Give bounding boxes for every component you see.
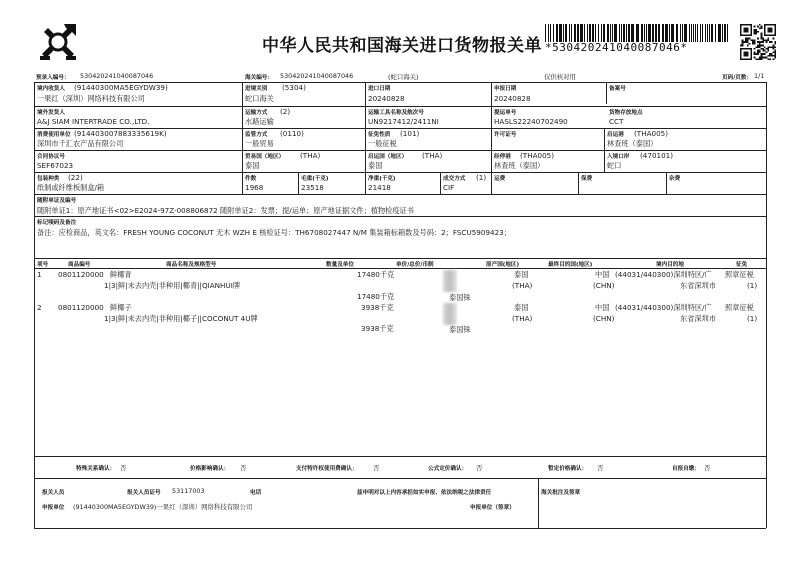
col-exemption: 征免	[736, 262, 748, 268]
deal-mode-code: (1)	[476, 173, 487, 182]
gross: 23518	[301, 183, 324, 192]
phone-label: 电话	[250, 490, 262, 496]
special-relation: 否	[120, 464, 127, 472]
goods-spec: 1|3|鲜|未去内壳|非种用|椰子||COCONUT 4U牌	[104, 314, 258, 323]
goods-no: 2	[37, 303, 42, 312]
unit-seal-label: 申报单位（签章）	[470, 505, 515, 511]
entry-customs-name: 蛇口海关	[245, 94, 274, 103]
transport-mode-label: 运输方式	[245, 110, 268, 116]
storage: CCT	[609, 117, 624, 126]
declare-date-label: 申报日期	[494, 86, 517, 92]
storage-label: 货物存放地点	[609, 110, 643, 116]
goods-currency: 泰国铢	[449, 293, 471, 302]
customs-office: (蛇口海关)	[388, 73, 419, 81]
page-label: 页码/页数：	[722, 75, 753, 81]
goods-origin: 泰国	[514, 270, 529, 279]
transport-mode: 水路运输	[245, 117, 274, 126]
package-code: (22)	[68, 173, 83, 182]
customs-no-label: 海关编号：	[245, 75, 273, 81]
goods-exemption: 照章征税	[725, 303, 754, 312]
goods-domestic-name: 东省深圳市	[680, 281, 716, 290]
goods-code: 0801120000	[58, 303, 104, 312]
tax-nature-label: 征免性质	[368, 132, 391, 138]
transport-mode-code: (2)	[280, 107, 291, 116]
royalty: 否	[373, 464, 380, 472]
port-departure-code: (THA005)	[634, 129, 669, 138]
freight-label: 运费	[494, 176, 506, 182]
tax-nature-code: (101)	[400, 129, 420, 138]
attached-text: 随附单证1：原产地证书<02>E2024-97Z-008806872 随附单证2：发票；提/运单；原产地证据文件；植物检疫证书	[37, 206, 414, 215]
vessel-label: 运输工具名称及航次号	[368, 110, 424, 116]
special-relation-label: 特殊关系确认：	[76, 466, 116, 472]
goods-final-dest-code: (CHN)	[593, 281, 615, 290]
pieces: 1968	[245, 183, 264, 192]
record-no-label: 备案号	[609, 86, 626, 92]
remarks-text: 备注：应检商品，英文名：FRESH YOUNG COCONUT 无木 WZH E 核检证号：TH6708027447 N/M 集装箱标箱数及号码：2；FSCU5909423；	[37, 228, 511, 237]
declarant-id-label: 报关人员证号	[127, 490, 161, 496]
consignee-label: 境内收货人	[37, 86, 65, 92]
consignee-name: 一果红（深圳）网络科技有限公司	[37, 94, 145, 103]
port-departure: 林查班（泰国）	[607, 139, 658, 148]
entry-customs-code: (5304)	[282, 83, 306, 92]
attached-label: 随附单证及编号	[37, 198, 77, 204]
overseas-shipper: A&J SIAM INTERTRADE CO.,LTD.	[37, 117, 150, 126]
user-label: 消费使用单位	[37, 132, 71, 138]
document-title: 中华人民共和国海关进口货物报关单	[262, 36, 542, 56]
goods-domestic-name: 东省深圳市	[680, 314, 716, 323]
goods-origin: 泰国	[514, 303, 529, 312]
page-value: 1/1	[754, 72, 765, 80]
col-code: 商品编号	[68, 262, 91, 268]
price-influence: 否	[240, 464, 247, 472]
contract-label: 合同协议号	[37, 154, 65, 160]
declarant-id: 53117003	[172, 487, 205, 495]
goods-domestic-code: (44031/440300)深圳特区/广	[615, 270, 712, 279]
misc-label: 杂费	[669, 176, 681, 182]
declarant-label: 报关人员	[42, 490, 65, 496]
remarks-label: 标记唛码及备注	[37, 220, 77, 226]
entry-port-code: (470101)	[640, 151, 674, 160]
royalty-label: 支付特许权使用费确认：	[296, 466, 358, 472]
col-no: 项号	[37, 262, 49, 268]
goods-name: 鲜椰青	[110, 270, 132, 279]
trade-country-label: 贸易国（地区）	[245, 154, 285, 160]
barcode-text: *530420241040087046*	[545, 41, 688, 54]
customs-no: 530420241040087046	[280, 72, 354, 80]
origin-country: 泰国	[368, 161, 383, 170]
col-domestic-dest: 境内目的地	[656, 262, 684, 268]
transit-port-label: 经停港	[494, 154, 511, 160]
supervision-code: (0110)	[280, 129, 304, 138]
goods-qty1: 17480千克	[357, 270, 395, 279]
transit-port-code: (THA005)	[520, 151, 555, 160]
overseas-shipper-label: 境外发货人	[37, 110, 65, 116]
trade-country-code: (THA)	[300, 151, 321, 160]
goods-qty1: 3938千克	[361, 303, 394, 312]
col-price: 单价/总价/币制	[396, 262, 434, 268]
origin-country-code: (THA)	[422, 151, 443, 160]
entry-port: 蛇口	[607, 161, 622, 170]
customs-emblem-icon	[36, 20, 80, 64]
verification-note: 仅供核对用	[544, 73, 576, 81]
redacted-price	[443, 303, 457, 325]
contract: SEF67023	[37, 161, 74, 170]
tax-nature: 一般征税	[368, 139, 397, 148]
goods-final-dest-code: (CHN)	[593, 314, 615, 323]
goods-code: 0801120000	[58, 270, 104, 279]
price-influence-label: 价格影响确认：	[190, 466, 230, 472]
goods-domestic-code: (44031/440300)深圳特区/广	[615, 303, 712, 312]
goods-final-dest: 中国	[595, 270, 610, 279]
col-name-spec: 商品名称及规格型号	[166, 262, 217, 268]
vessel: UN9217412/2411NI	[368, 117, 439, 126]
goods-exemption-code: (1)	[747, 281, 758, 290]
import-date: 20240828	[368, 94, 405, 103]
declare-date: 20240828	[494, 94, 531, 103]
deal-mode-label: 成交方式	[443, 176, 466, 182]
import-date-label: 进口日期	[368, 86, 391, 92]
goods-origin-code: (THA)	[512, 314, 533, 323]
goods-final-dest: 中国	[595, 303, 610, 312]
unit-label: 申报单位	[42, 505, 65, 511]
goods-qty2: 17480千克	[357, 292, 395, 301]
goods-spec: 1|3|鲜|未去内壳|非种用|椰青||QIANHUI牌	[104, 281, 241, 290]
origin-country-label: 启运国（地区）	[368, 154, 408, 160]
user-code: (914403007883335619K)	[74, 129, 167, 138]
unit: (91440300MA5EGYDW39)一果红（深圳）网络科技有限公司	[73, 503, 253, 511]
supervision: 一般贸易	[245, 139, 274, 148]
goods-name: 鲜椰子	[110, 303, 132, 312]
package: 纸制或纤维板制盒/箱	[37, 183, 105, 192]
col-qty-unit: 数量及单位	[326, 262, 354, 268]
qr-code-icon	[740, 24, 776, 60]
self-pay: 否	[704, 464, 711, 472]
customs-remarks-label: 海关批注及签章	[541, 490, 581, 496]
insurance-label: 保费	[581, 176, 593, 182]
goods-currency: 泰国铢	[449, 325, 471, 334]
provisional: 否	[597, 464, 604, 472]
pre-entry-no: 530420241040087046	[80, 72, 154, 80]
net: 21418	[368, 183, 391, 192]
net-label: 净重(千克)	[368, 176, 396, 182]
col-final-dest: 最终目的国(地区)	[548, 262, 593, 268]
user-name: 深圳市千汇农产品有限公司	[37, 139, 124, 148]
barcode	[545, 24, 730, 42]
col-origin: 原产国(地区)	[486, 262, 520, 268]
entry-port-label: 入境口岸	[607, 154, 630, 160]
pre-entry-label: 预录入编号：	[36, 75, 70, 81]
goods-no: 1	[37, 270, 42, 279]
consignee-code: (91440300MA5EGYDW39)	[74, 83, 168, 92]
gross-label: 毛重(千克)	[301, 176, 329, 182]
goods-origin-code: (THA)	[512, 281, 533, 290]
self-pay-label: 自报自缴：	[672, 466, 700, 472]
trade-country: 泰国	[245, 161, 260, 170]
transit-port: 林查班（泰国）	[494, 161, 545, 170]
statement: 兹申明对以上内容承担如实申报、依法纳税之法律责任	[357, 490, 492, 496]
goods-exemption: 照章征税	[725, 270, 754, 279]
goods-qty2: 3938千克	[361, 324, 394, 333]
formula-label: 公式定价确认：	[428, 466, 468, 472]
entry-customs-label: 进境关别	[245, 86, 268, 92]
provisional-label: 暂定价格确认：	[548, 466, 588, 472]
license-label: 许可证号	[494, 132, 517, 138]
bl-no: HASLS22240702490	[494, 117, 568, 126]
pieces-label: 件数	[245, 176, 257, 182]
redacted-price	[443, 270, 457, 292]
goods-exemption-code: (1)	[747, 314, 758, 323]
deal-mode: CIF	[443, 183, 455, 192]
port-departure-label: 启运港	[607, 132, 624, 138]
supervision-label: 监管方式	[245, 132, 268, 138]
formula: 否	[476, 464, 483, 472]
bl-label: 提运单号	[494, 110, 517, 116]
package-label: 包装种类	[37, 176, 60, 182]
